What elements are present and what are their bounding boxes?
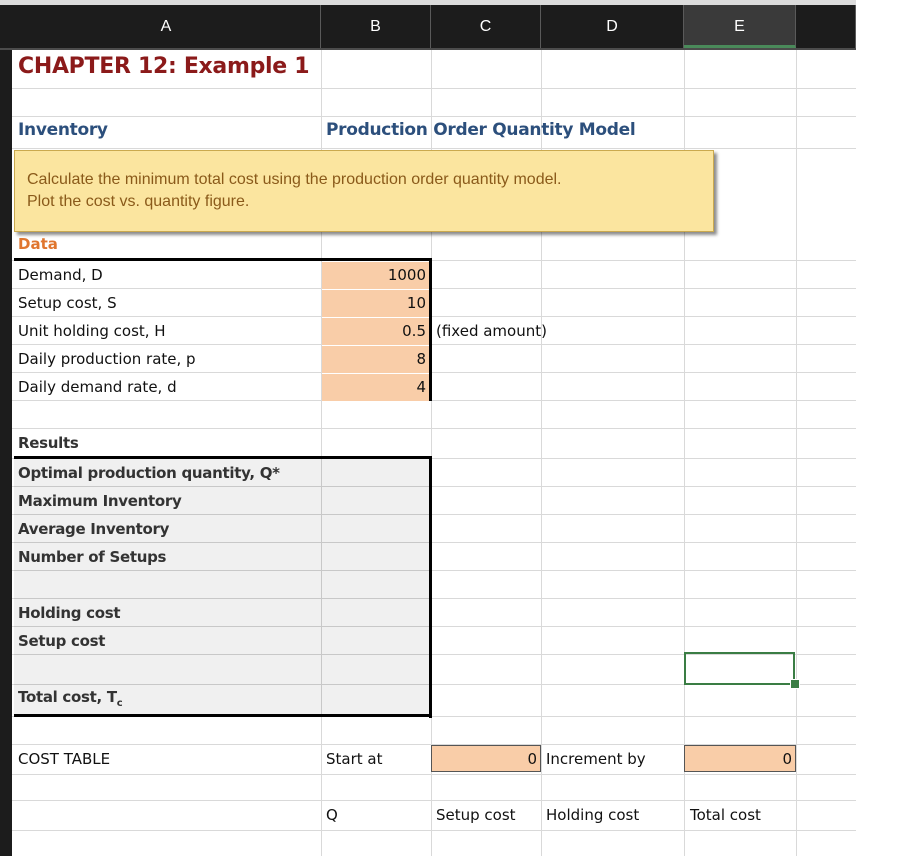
label-daily-production-rate[interactable]: Daily production rate, p (18, 350, 196, 368)
start-at-input[interactable]: 0 (431, 745, 541, 772)
grid-line (14, 542, 431, 543)
column-header-d[interactable]: D (541, 5, 684, 48)
increment-by-input[interactable]: 0 (684, 745, 796, 772)
grid-line (14, 486, 431, 487)
label-optimal-quantity[interactable]: Optimal production quantity, Q* (18, 464, 280, 482)
fill-handle[interactable] (790, 679, 800, 689)
grid-line (12, 316, 856, 317)
section-label-inventory[interactable]: Inventory (18, 120, 108, 140)
comment-line-2: Plot the cost vs. quantity figure. (27, 193, 250, 210)
column-header-a[interactable]: A (12, 5, 321, 48)
total-cost-subscript: c (116, 698, 123, 709)
label-total-cost[interactable] (18, 688, 122, 709)
cost-table-header-q[interactable]: Q (326, 806, 338, 824)
label-maximum-inventory[interactable]: Maximum Inventory (18, 492, 182, 510)
input-unit-holding-cost[interactable]: 0.5 (322, 318, 429, 345)
grid-line (12, 372, 856, 373)
data-table-top-border (14, 258, 432, 261)
row-header-strip[interactable] (0, 50, 12, 856)
cost-table-header-total[interactable]: Total cost (690, 806, 761, 824)
grid-line (14, 514, 431, 515)
sheet-title[interactable]: CHAPTER 12: Example 1 (18, 54, 310, 79)
selected-cell-e[interactable] (684, 652, 795, 685)
label-number-of-setups[interactable]: Number of Setups (18, 548, 167, 566)
grid-line (14, 654, 431, 655)
grid-line (321, 458, 322, 716)
grid-line (12, 116, 856, 117)
label-setup-cost[interactable]: Setup cost, S (18, 294, 117, 312)
column-header-f[interactable] (796, 5, 905, 48)
grid-line (12, 800, 856, 801)
results-right-border (429, 456, 432, 718)
label-demand[interactable]: Demand, D (18, 266, 103, 284)
grid-line (12, 288, 856, 289)
grid-line (14, 570, 431, 571)
label-average-inventory[interactable]: Average Inventory (18, 520, 170, 538)
model-title[interactable]: Production Order Quantity Model (326, 120, 636, 140)
grid-line (12, 148, 856, 149)
input-daily-demand-rate[interactable]: 4 (322, 374, 429, 401)
input-setup-cost[interactable]: 10 (322, 290, 429, 317)
grid-line (14, 684, 431, 685)
grid-line (12, 88, 856, 89)
data-header[interactable]: Data (18, 235, 58, 253)
results-bottom-border (14, 714, 432, 717)
start-at-label[interactable]: Start at (326, 750, 383, 768)
comment-note (14, 150, 714, 232)
cost-table-header-setup[interactable]: Setup cost (436, 806, 516, 824)
label-unit-holding-cost[interactable]: Unit holding cost, H (18, 322, 166, 340)
grid-line (12, 400, 856, 401)
column-header-b[interactable]: B (321, 5, 431, 48)
grid-line (14, 626, 431, 627)
input-daily-production-rate[interactable]: 8 (322, 346, 429, 373)
label-daily-demand-rate[interactable]: Daily demand rate, d (18, 378, 177, 396)
comment-line-1: Calculate the minimum total cost using the production order quantity model. (27, 171, 562, 188)
input-demand[interactable]: 1000 (322, 262, 429, 289)
label-setup-cost-result[interactable]: Setup cost (18, 632, 106, 650)
grid-line (12, 428, 856, 429)
grid-line (12, 830, 856, 831)
results-header[interactable]: Results (18, 434, 79, 452)
column-header-f-label: F (895, 18, 905, 35)
grid-line (796, 50, 797, 856)
cost-table-header-holding[interactable]: Holding cost (546, 806, 640, 824)
grid-line (12, 774, 856, 775)
results-top-border (14, 456, 432, 459)
total-cost-text: Total cost, T (18, 688, 117, 706)
holding-cost-note[interactable]: (fixed amount) (436, 322, 547, 340)
column-header-e[interactable]: E (684, 5, 796, 48)
grid-line (12, 344, 856, 345)
increment-by-label[interactable]: Increment by (546, 750, 646, 768)
data-table-right-border (429, 258, 432, 401)
grid-line (14, 598, 431, 599)
label-holding-cost[interactable]: Holding cost (18, 604, 121, 622)
cost-table-label[interactable]: COST TABLE (18, 750, 111, 768)
column-header-c[interactable]: C (431, 5, 541, 48)
